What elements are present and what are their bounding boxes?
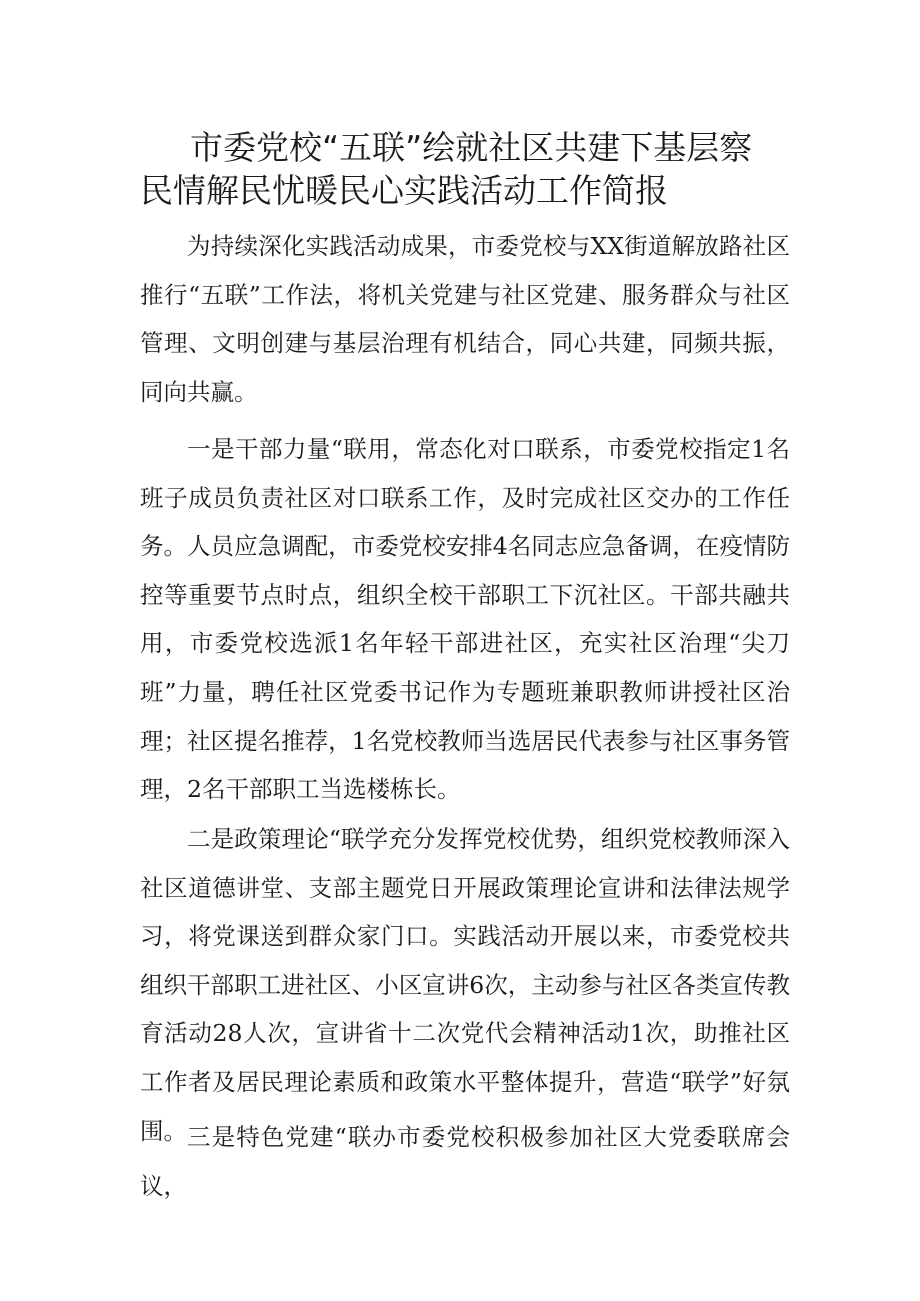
- title-line-1: 市委党校“五联”绘就社区共建下基层察: [190, 128, 753, 167]
- title-line-2: 民情解民忧暖民心实践活动工作简报: [140, 171, 668, 210]
- paragraph-party-building-joint-run: 三是特色党建“联办市委党校积极参加社区大党委联席会议，: [140, 1123, 790, 1200]
- paragraph-cadre-joint-use: 一是干部力量“联用，常态化对口联系，市委党校指定1名班子成员负责社区对口联系工作，及时完成社区交办的工作任务。人员应急调配，市委党校安排4名同志应急备调，在疫情防控等重要节点时点，组织全校干部职工下沉社区。干部共融共用，市委党校选派1名年轻干部进社区，充实社区治理“尖刀班”力量，聘任社区党委书记作为专题班兼职教师讲授社区治理；社区提名推荐，1名党校教师当选居民代表参与社区事务管理，2名干部职工当选楼栋长。: [140, 435, 790, 804]
- document-title: [140, 126, 790, 212]
- paragraph-intro: 为持续深化实践活动成果，市委党校与XX街道解放路社区推行“五联”工作法，将机关党建与社区党建、服务群众与社区管理、文明创建与基层治理有机结合，同心共建，同频共振，同向共赢。: [140, 232, 790, 406]
- paragraph-policy-joint-study: 二是政策理论“联学充分发挥党校优势，组织党校教师深入社区道德讲堂、支部主题党日开展政策理论宣讲和法律法规学习，将党课送到群众家门口。实践活动开展以来，市委党校共组织干部职工进社区、小区宣讲6次，主动参与社区各类宣传教育活动28人次，宣讲省十二次党代会精神活动1次，助推社区工作者及居民理论素质和政策水平整体提升，营造“联学”好氛围。: [140, 825, 790, 1145]
